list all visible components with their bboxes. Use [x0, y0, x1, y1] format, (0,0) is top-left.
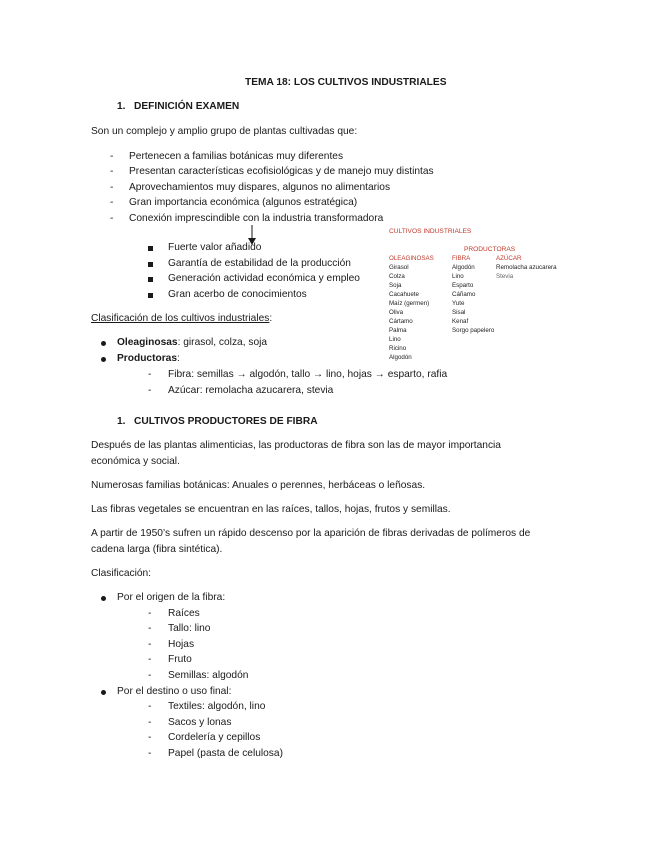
- section-1-heading: DEFINICIÓN EXAMEN: [134, 101, 240, 112]
- col-header-oleaginosas: OLEAGINOSAS: [389, 255, 434, 262]
- fiber-group-label: Por el origen de la fibra:: [117, 592, 226, 603]
- dash-marker: -: [148, 701, 152, 712]
- fiber-item: Sacos y lonas: [168, 717, 232, 728]
- round-bullet: [101, 357, 106, 362]
- fiber-item: Raíces: [168, 608, 200, 619]
- dash-marker: -: [148, 654, 152, 665]
- oleaginosa-cell: Algodón: [389, 354, 412, 361]
- oleaginosa-cell: Oliva: [389, 309, 404, 316]
- square-bullet: [148, 246, 153, 251]
- fiber-item: Cordelería y cepillos: [168, 732, 261, 743]
- class-oleaginosas: [117, 337, 267, 348]
- oleaginosa-cell: Ricino: [389, 345, 407, 352]
- dash-marker: -: [148, 732, 152, 743]
- oleaginosa-cell: Cacahuete: [389, 291, 419, 298]
- class-productoras: [117, 353, 180, 364]
- paragraph: A partir de 1950’s sufren un rápido descenso por la aparición de fibras derivadas de polímeros de: [91, 528, 531, 539]
- round-bullet: [101, 341, 106, 346]
- list-item: Gran acerbo de conocimientos: [168, 289, 307, 300]
- col-header-azucar: AZÚCAR: [496, 255, 522, 262]
- dash-marker: -: [148, 608, 152, 619]
- oleaginosa-cell: Palma: [389, 327, 407, 334]
- class-label: Oleaginosas: [117, 337, 178, 348]
- dash-marker: -: [148, 717, 152, 728]
- list-item: Garantía de estabilidad de la producción: [168, 258, 351, 269]
- list-item: Fuerte valor añadido: [168, 242, 262, 253]
- dash-marker: -: [110, 213, 114, 224]
- fiber-group-label: Por el destino o uso final:: [117, 686, 232, 697]
- oleaginosa-cell: Colza: [389, 273, 405, 280]
- oleaginosa-cell: Soja: [389, 282, 402, 289]
- section-2-number: 1.: [117, 416, 126, 427]
- classification-colon: :: [269, 313, 273, 324]
- round-bullet: [101, 690, 106, 695]
- dash-marker: -: [148, 748, 152, 759]
- paragraph: Numerosas familias botánicas: Anuales o perennes, herbáceas o leñosas.: [91, 480, 426, 491]
- col-header-fibra: FIBRA: [452, 255, 471, 262]
- square-bullet: [148, 262, 153, 267]
- fibra-cell: Algodón: [452, 264, 475, 271]
- page-title: TEMA 18: LOS CULTIVOS INDUSTRIALES: [245, 77, 447, 88]
- class-text: : girasol, colza, soja: [177, 337, 268, 348]
- fibra-cell: Kenaf: [452, 318, 469, 325]
- fibra-cell: Yute: [452, 300, 465, 307]
- dash-marker: -: [110, 197, 114, 208]
- oleaginosa-cell: Maíz (germen): [389, 300, 430, 307]
- fiber-item: Semillas: algodón: [168, 670, 249, 681]
- list-item: Aprovechamientos muy dispares, algunos no alimentarios: [129, 182, 391, 193]
- paragraph: Clasificación:: [91, 568, 152, 579]
- dash-marker: -: [110, 182, 114, 193]
- dash-marker: -: [110, 166, 114, 177]
- fibra-cell: Sorgo papelero: [452, 327, 495, 334]
- fiber-item: Tallo: lino: [168, 623, 211, 634]
- fibra-cell: Lino: [452, 273, 464, 280]
- list-item: Pertenecen a familias botánicas muy diferentes: [129, 151, 344, 162]
- oleaginosa-cell: Cártamo: [389, 318, 413, 325]
- dash-marker: -: [148, 639, 152, 650]
- classification-heading: [91, 313, 272, 324]
- class-label: Productoras: [117, 353, 178, 364]
- dash-marker: -: [110, 151, 114, 162]
- square-bullet: [148, 277, 153, 282]
- fiber-item: Textiles: algodón, lino: [168, 701, 266, 712]
- section-1-number: 1.: [117, 101, 126, 112]
- fiber-item: Hojas: [168, 639, 195, 650]
- square-bullet: [148, 293, 153, 298]
- paragraph: Después de las plantas alimenticias, las productoras de fibra son las de mayor importancia: [91, 440, 501, 451]
- fibra-cell: Esparto: [452, 282, 474, 289]
- table-productoras-header: PRODUCTORAS: [464, 246, 516, 253]
- list-item: Gran importancia económica (algunos estratégica): [129, 197, 358, 208]
- fibra-cell: Cáñamo: [452, 291, 476, 298]
- class-text: :: [177, 353, 180, 364]
- classification-label: Clasificación de los cultivos industriales: [91, 313, 270, 324]
- section-2-heading: CULTIVOS PRODUCTORES DE FIBRA: [134, 416, 318, 427]
- paragraph: cadena larga (fibra sintética).: [91, 544, 223, 555]
- fiber-item: Papel (pasta de celulosa): [168, 748, 283, 759]
- oleaginosa-cell: Lino: [389, 336, 401, 343]
- list-item: Presentan características ecofisiológicas y de manejo muy distintas: [129, 166, 434, 177]
- list-item: Generación actividad económica y empleo: [168, 273, 360, 284]
- productoras-sub-item: Fibra: semillas → algodón, tallo → lino, hojas → esparto, rafia: [168, 369, 448, 380]
- table-title: CULTIVOS INDUSTRIALES: [389, 228, 472, 235]
- dash-marker: -: [148, 623, 152, 634]
- productoras-sub-item: Azúcar: remolacha azucarera, stevia: [168, 385, 334, 396]
- oleaginosa-cell: Girasol: [389, 264, 409, 271]
- fiber-item: Fruto: [168, 654, 192, 665]
- paragraph: económica y social.: [91, 456, 180, 467]
- fibra-cell: Sisal: [452, 309, 466, 316]
- dash-marker: -: [148, 385, 152, 396]
- azucar-cell: Remolacha azucarera: [496, 264, 557, 271]
- paragraph: Las fibras vegetales se encuentran en las raíces, tallos, hojas, frutos y semillas.: [91, 504, 451, 515]
- dash-marker: -: [148, 670, 152, 681]
- round-bullet: [101, 596, 106, 601]
- azucar-cell: Stevia: [496, 273, 514, 280]
- list-item: Conexión imprescindible con la industria transformadora: [129, 213, 384, 224]
- dash-marker: -: [148, 369, 152, 380]
- section-1-intro: Son un complejo y amplio grupo de plantas cultivadas que:: [91, 126, 358, 137]
